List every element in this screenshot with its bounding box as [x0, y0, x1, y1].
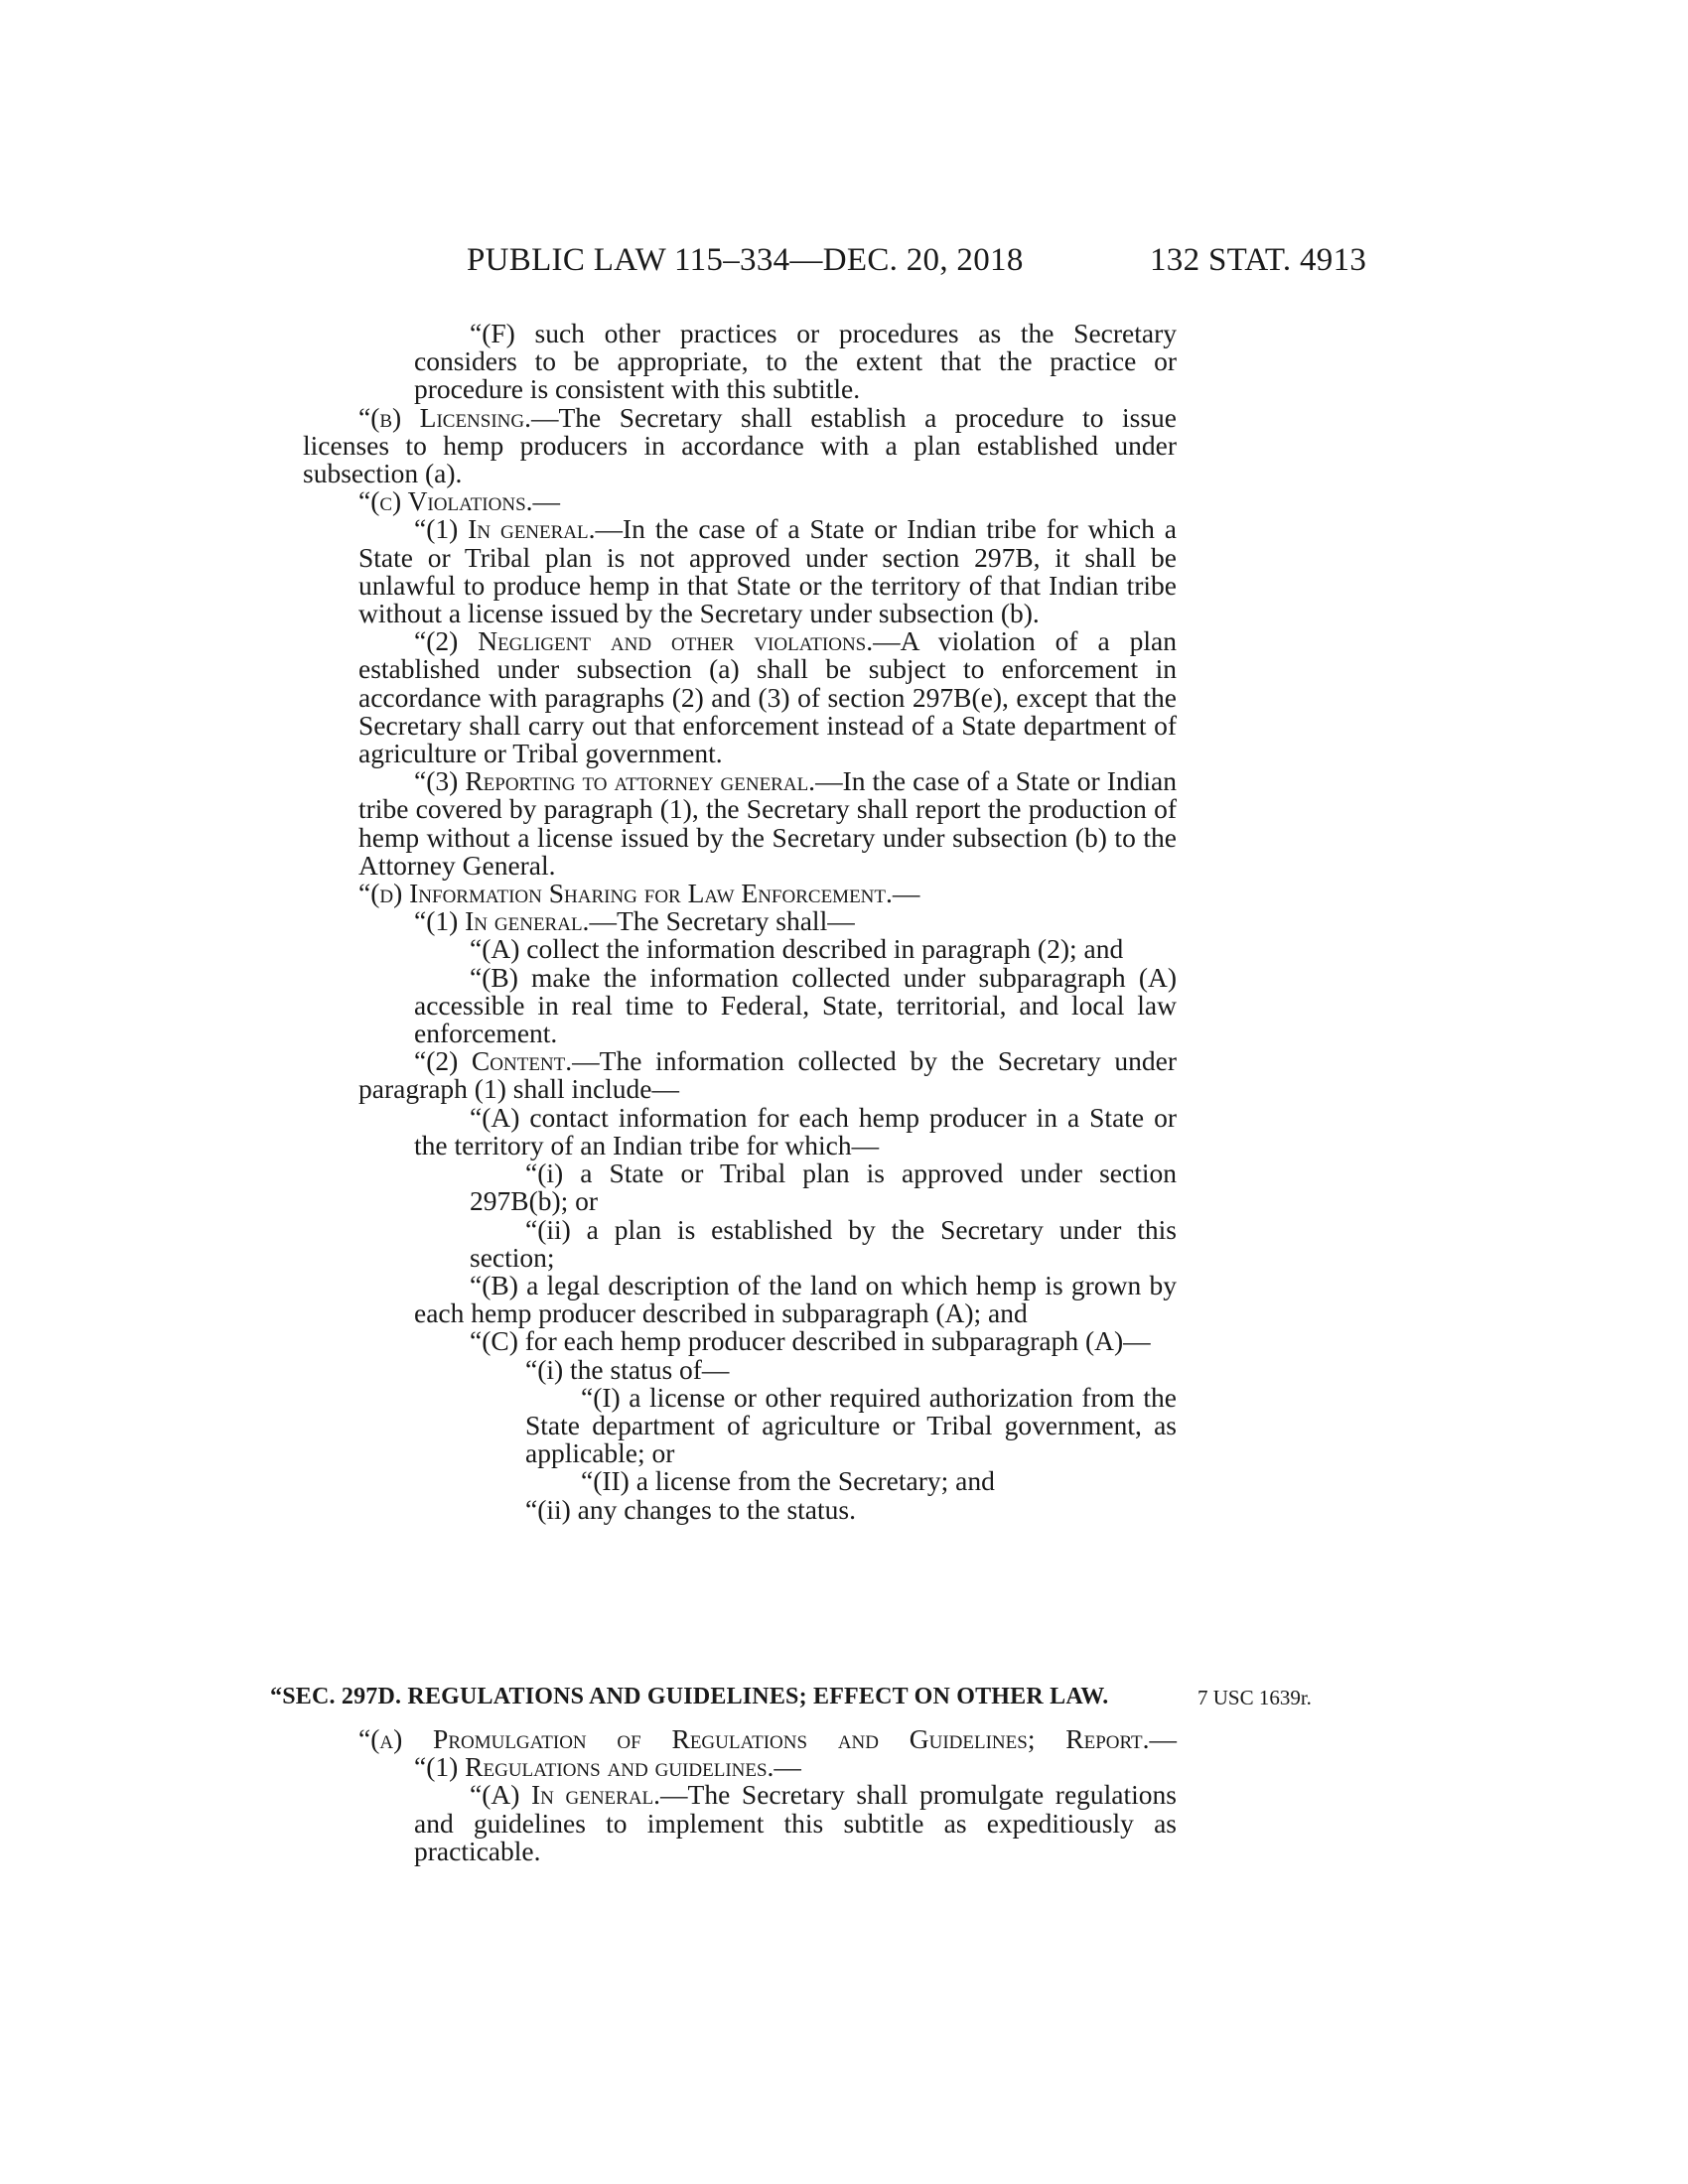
- margin-citation: 7 USC 1639r.: [1197, 1686, 1312, 1709]
- paragraph-c1: [303, 515, 1177, 627]
- subsection-c-title: “(c) Violations.—: [358, 485, 561, 517]
- paragraph-d2: [303, 1047, 1177, 1103]
- subsection-d-heading: [303, 880, 1177, 907]
- paragraph-c3: [303, 767, 1177, 880]
- subparagraph-a1A-heading: “(A) In general.: [470, 1779, 661, 1811]
- subparagraph-d1A: “(A) collect the information described in paragraph (2); and: [470, 933, 1124, 965]
- paragraph-a1-heading: [303, 1753, 1177, 1781]
- subparagraph-F: “(F) such other practices or procedures as the Secretary considers to be appropriate, to the extent that the practice or procedure is consistent with this subtitle.: [414, 318, 1177, 405]
- running-header-title: PUBLIC LAW 115–334—DEC. 20, 2018: [467, 242, 1024, 278]
- paragraph-d1: [303, 907, 1177, 935]
- clause-d2Ai: “(i) a State or Tribal plan is approved under section 297B(b); or: [470, 1158, 1177, 1217]
- clause-d2Cii: “(ii) any changes to the status.: [525, 1493, 856, 1525]
- paragraph-d2-text: —The information collected by the Secretary under paragraph (1) shall include—: [358, 1045, 1177, 1105]
- paragraph-c1-text: —In the case of a State or Indian tribe for which a State or Tribal plan is not approved under section 297B, it shall be unlawful to produce hemp in that State or the territory of that Indian tribe without a license issued by the Secretary under subsection (b).: [358, 513, 1177, 629]
- subparagraph-a1A: [303, 1781, 1177, 1865]
- paragraph-a1-title: “(1) Regulations and guidelines.—: [414, 1751, 801, 1783]
- statute-body: [303, 320, 1177, 1524]
- paragraph-c2: [303, 627, 1177, 767]
- paragraph-d1-text: —The Secretary shall—: [589, 905, 855, 937]
- subsection-c-heading: [303, 487, 1177, 515]
- section-297d-body: [303, 1725, 1177, 1865]
- section-heading: “SEC. 297D. REGULATIONS AND GUIDELINES; EFFECT ON OTHER LAW.: [270, 1684, 1109, 1709]
- paragraph-d1-heading: “(1) In general.: [414, 905, 590, 937]
- subclause-d2CiII: “(II) a license from the Secretary; and: [581, 1465, 995, 1497]
- subsection-a-heading: “(a) Promulgation of Regulations and Guidelines; Report.—: [358, 1723, 1177, 1754]
- paragraph-c3-heading: “(3) Reporting to attorney general.: [414, 765, 816, 797]
- subparagraph-d2C: “(C) for each hemp producer described in subparagraph (A)—: [470, 1325, 1151, 1357]
- clause-d2Ci: “(i) the status of—: [525, 1353, 730, 1385]
- running-header-page: 132 STAT. 4913: [1150, 242, 1367, 278]
- subsection-b: [303, 401, 1178, 489]
- subsection-b-text: —The Secretary shall establish a procedure to issue licenses to hemp producers in accordance with a plan established under subsection (a).: [303, 401, 1178, 489]
- subsection-b-heading: “(b) Licensing.: [358, 401, 531, 433]
- paragraph-d2-heading: “(2) Content.: [414, 1045, 573, 1077]
- subparagraph-d2B: “(B) a legal description of the land on which hemp is grown by each hemp producer described in subparagraph (A); and: [414, 1269, 1177, 1329]
- subparagraph-d1B: “(B) make the information collected under subparagraph (A) accessible in real time to Federal, State, territorial, and local law enforcement.: [414, 961, 1177, 1049]
- subsection-d-title: “(d) Information Sharing for Law Enforcement.—: [358, 878, 920, 909]
- subparagraph-a1A-text: —The Secretary shall promulgate regulations and guidelines to implement this subtitle as expeditiously as practicable.: [414, 1779, 1177, 1866]
- subclause-d2CiI: “(I) a license or other required authorization from the State department of agriculture or Tribal government, as applicable; or: [525, 1381, 1177, 1469]
- paragraph-c2-heading: “(2) Negligent and other violations.: [414, 625, 874, 657]
- clause-d2Aii: “(ii) a plan is established by the Secretary under this section;: [470, 1213, 1177, 1273]
- subparagraph-d2A: “(A) contact information for each hemp producer in a State or the territory of an Indian tribe for which—: [414, 1101, 1177, 1160]
- paragraph-c3-text: —In the case of a State or Indian tribe covered by paragraph (1), the Secretary shall report the production of hemp without a license issued by the Secretary under subsection (b) to the Attorney General.: [358, 765, 1177, 881]
- paragraph-c1-heading: “(1) In general.: [414, 513, 596, 545]
- paragraph-c2-text: —A violation of a plan established under subsection (a) shall be subject to enforcement in accordance with paragraphs (2) and (3) of section 297B(e), except that the Secretary shall carry out that enforcement instead of a State department of agriculture or Tribal government.: [358, 625, 1177, 769]
